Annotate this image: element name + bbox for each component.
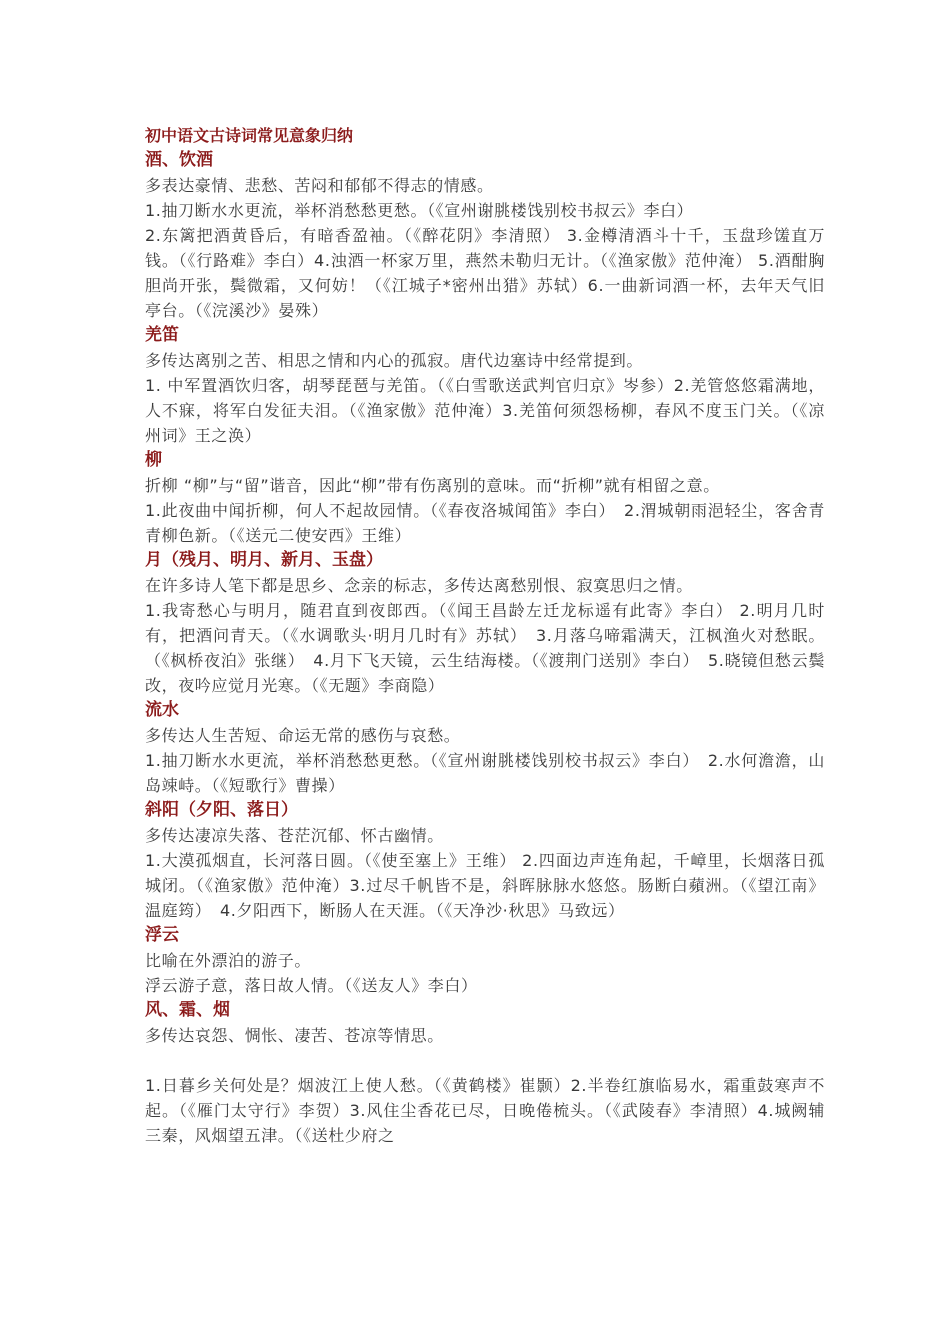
- document-title: 初中语文古诗词常见意象归纳: [145, 126, 354, 145]
- section-heading: 酒、饮酒: [145, 150, 213, 170]
- section-flowing-water: [145, 698, 825, 798]
- section-description: 在许多诗人笔下都是思乡、念亲的标志，多传达离愁别恨、寂寞思归之情。: [145, 576, 693, 595]
- section-heading: 月（残月、明月、新月、玉盘）: [145, 550, 383, 570]
- section-setting-sun: [145, 798, 825, 923]
- section-heading: 斜阳（夕阳、落日）: [145, 800, 298, 820]
- section-wind-frost-smoke: [145, 998, 825, 1148]
- section-examples: 1.抽刀断水水更流，举杯消愁愁更愁。（《宣州谢朓楼饯别校书叔云》李白） 2.水何澹澹，山岛竦峙。（《短歌行》曹操）: [145, 751, 825, 795]
- section-examples: 浮云游子意，落日故人情。（《送友人》李白）: [145, 976, 478, 995]
- section-examples: 1. 中军置酒饮归客，胡琴琵琶与羌笛。（《白雪歌送武判官归京》岑参）2.羌管悠悠霜满地，人不寐，将军白发征夫泪。（《渔家傲》范仲淹）3.羌笛何须怨杨柳，春风不度玉门关。（《凉州词》王之涣）: [145, 376, 825, 445]
- paragraph-spacer: [145, 1048, 825, 1073]
- section-heading: 风、霜、烟: [145, 1000, 230, 1020]
- section-moon: [145, 548, 825, 698]
- section-description: 多传达哀怨、惆怅、凄苦、苍凉等情思。: [145, 1026, 444, 1045]
- section-description: 多传达离别之苦、相思之情和内心的孤寂。唐代边塞诗中经常提到。: [145, 351, 644, 370]
- section-description: 多传达人生苦短、命运无常的感伤与哀愁。: [145, 726, 461, 745]
- section-examples: 1.此夜曲中闻折柳，何人不起故园情。（《春夜洛城闻笛》李白） 2.渭城朝雨浥轻尘，客舍青青柳色新。（《送元二使安西》王维）: [145, 501, 825, 545]
- section-description: 多表达豪情、悲愁、苦闷和郁郁不得志的情感。: [145, 176, 494, 195]
- section-description: 比喻在外漂泊的游子。: [145, 951, 312, 970]
- section-willow: [145, 448, 825, 548]
- section-description: 折柳 “柳”与“留”谐音，因此“柳”带有伤离别的意味。而“折柳”就有相留之意。: [145, 476, 720, 495]
- section-heading: 羌笛: [145, 325, 179, 345]
- section-examples: 1.我寄愁心与明月，随君直到夜郎西。（《闻王昌龄左迁龙标遥有此寄》李白） 2.明月几时有，把酒问青天。（《水调歌头·明月几时有》苏轼） 3.月落乌啼霜满天，江枫渔火对愁眠。 （《枫桥夜泊》张继） 4.月下飞天镜，云生结海楼。（《渡荆门送别》李白） 5.晓镜但愁云鬓改，夜吟应觉月光寒。（《无题》李商隐）: [145, 601, 825, 695]
- section-wine: [145, 148, 825, 323]
- section-examples: 1.抽刀断水水更流，举杯消愁愁更愁。（《宣州谢朓楼饯别校书叔云》李白） 2.东篱把酒黄昏后，有暗香盈袖。（《醉花阴》李清照） 3.金樽清酒斗十千，玉盘珍馐直万钱。（《行路难》李白）4.浊酒一杯家万里，燕然未勒归无计。（《渔家傲》范仲淹） 5.酒酣胸胆尚开张，鬓微霜，又何妨！（《江城子*密州出猎》苏轼）6.一曲新词酒一杯，去年天气旧亭台。（《浣溪沙》晏殊）: [145, 201, 825, 320]
- section-floating-clouds: [145, 923, 825, 998]
- section-heading: 浮云: [145, 925, 179, 945]
- document-page: [145, 123, 825, 1148]
- section-examples: 1.大漠孤烟直，长河落日圆。（《使至塞上》王维） 2.四面边声连角起，千嶂里，长烟落日孤城闭。（《渔家傲》范仲淹）3.过尽千帆皆不是，斜晖脉脉水悠悠。肠断白蘋洲。（《望江南》温庭筠） 4.夕阳西下，断肠人在天涯。（《天净沙·秋思》马致远）: [145, 851, 825, 920]
- section-heading: 流水: [145, 700, 179, 720]
- section-examples: 1.日暮乡关何处是？烟波江上使人愁。（《黄鹤楼》崔颢）2.半卷红旗临易水，霜重鼓寒声不起。（《雁门太守行》李贺）3.风住尘香花已尽，日晚倦梳头。（《武陵春》李清照）4.城阙辅三秦，风烟望五津。（《送杜少府之: [145, 1076, 825, 1145]
- section-heading: 柳: [145, 450, 162, 470]
- section-description: 多传达凄凉失落、苍茫沉郁、怀古幽情。: [145, 826, 444, 845]
- section-qiangdi: [145, 323, 825, 448]
